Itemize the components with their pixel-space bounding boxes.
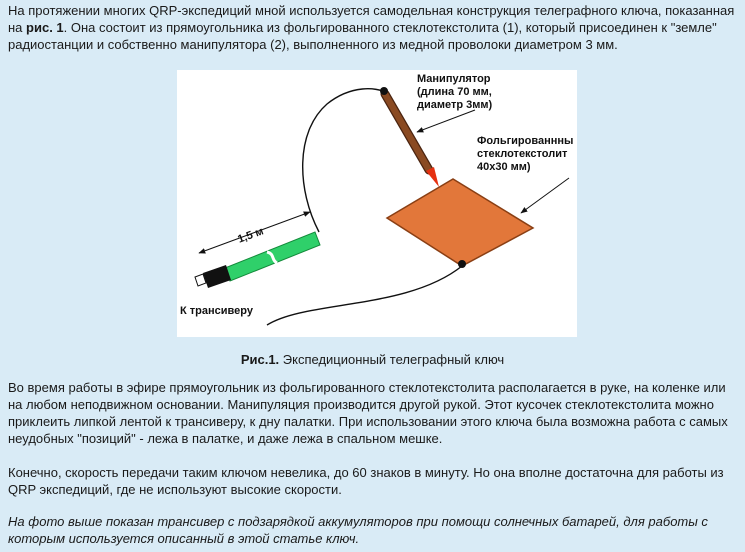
cable-length-label: 1,5 м <box>236 225 266 246</box>
board-contact-point <box>458 260 466 268</box>
transceiver-plug <box>203 265 231 288</box>
usage-paragraph: Во время работы в эфире прямоугольник из фольгированного стеклотекстолита располагается в руке, на коленке или на любом неподвижном основании. Манипуляция производится другой рукой. Этот кусочек стеклотекстолита можно приклеить липкой лентой к трансиверу, к дну палатки. При использовании этого ключа была возможна работа с самых неудобных "позиций" - лежа в палатке, и даже лежа в спальном мешке. <box>8 380 728 446</box>
manipulator-leader-arrow <box>417 110 475 132</box>
figure-caption-text: Экспедиционный телеграфный ключ <box>279 352 505 367</box>
intro-text-before: На протяжении многих QRP-экспедиций мной используется самодельная конструкция телеграфного ключа, показанная на <box>8 3 735 35</box>
intro-text-after: . Она состоит из прямоугольника из фольгированного стеклотекстолита (1), который присоединен к "земле" радиостанции и собственно манипулятора (2), выполненного из медной проволоки диаметром 3 мм. <box>8 20 717 52</box>
transceiver-label: К трансиверу <box>180 305 253 317</box>
intro-paragraph <box>8 2 740 53</box>
board-label-line-2: стеклотекстолит <box>477 148 568 160</box>
manipulator-label <box>417 73 495 111</box>
key-diagram-figure <box>177 70 577 337</box>
manipulator-contact-point <box>380 87 388 95</box>
speed-paragraph: Конечно, скорость передачи таким ключом невелика, до 60 знаков в минуту. Но она вполне достаточна для работы из QRP экспедиций, где не используют высокие скорости. <box>8 465 724 497</box>
manipulator-label-line-3: диаметр 3мм) <box>417 99 493 111</box>
board-label <box>477 135 577 173</box>
manipulator-label-line-1: Манипулятор <box>417 73 491 85</box>
figure-reference: рис. 1 <box>26 20 64 35</box>
photo-note-paragraph: На фото выше показан трансивер с подзарядкой аккумуляторов при помощи солнечных батарей, для работы с которым используется описанный в этой статье ключ. <box>8 514 708 546</box>
manipulator-label-line-2: (длина 70 мм, <box>417 86 492 98</box>
board-leader-arrow <box>521 178 569 213</box>
foil-board <box>387 179 533 266</box>
figure-caption <box>0 351 745 368</box>
figure-caption-label: Рис.1. <box>240 352 280 367</box>
key-diagram <box>177 70 577 337</box>
board-label-line-1: Фольгированнны <box>477 135 574 147</box>
board-label-line-3: 40x30 мм) <box>477 161 531 173</box>
